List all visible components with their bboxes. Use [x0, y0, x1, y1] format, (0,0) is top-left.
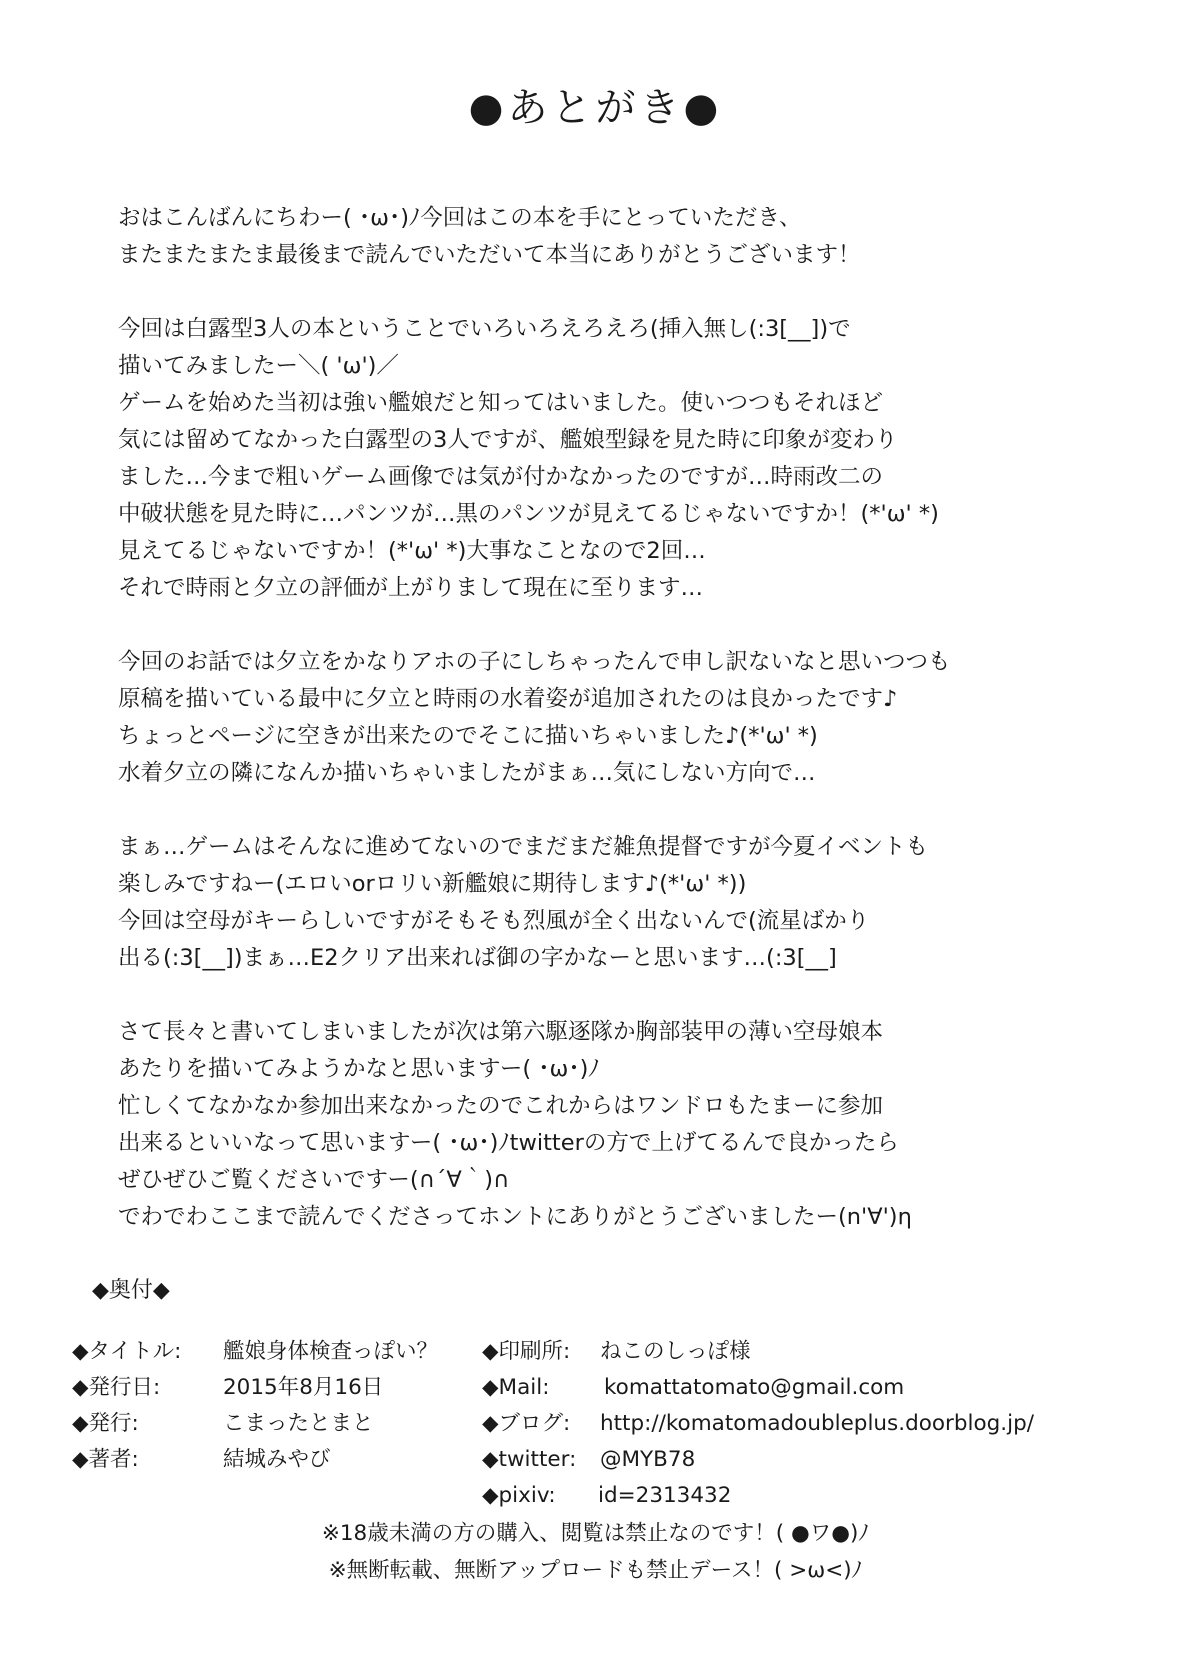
colophon-label: ◆発行:: [72, 1411, 139, 1436]
colophon-label: ◆タイトル:: [72, 1339, 182, 1364]
twitter-handle: @MYB78: [600, 1447, 696, 1472]
colophon-label: ◆Mail:: [482, 1375, 550, 1400]
text-line: 楽しみですねー(エロいorロリい新艦娘に期待します♪(*'ω' *)): [118, 871, 747, 897]
colophon-row-blog: [482, 1406, 1122, 1442]
text-line: 気には留めてなかった白露型の3人ですが、艦娘型録を見た時に印象が変わり: [118, 427, 898, 453]
text-line: 出る(:3[__])まぁ…E2クリア出来れば御の字かなーと思います…(:3[__]: [118, 945, 837, 971]
email-link: komattatomato@gmail.com: [604, 1375, 905, 1400]
paragraph-gap: [118, 792, 1118, 829]
text-line: さて長々と書いてしまいましたが次は第六駆逐隊か胸部装甲の薄い空母娘本: [118, 1019, 884, 1045]
text-line: 今回は白露型3人の本ということでいろいろえろえろ(挿入無し(:3[__])で: [118, 316, 851, 342]
page-title: ●あとがき●: [468, 85, 723, 131]
colophon-value: 結城みやび: [223, 1447, 331, 1472]
colophon-heading: ◆奥付◆: [92, 1278, 170, 1303]
text-line: ました…今まで粗いゲーム画像では気が付かなかったのですが…時雨改二の: [118, 464, 884, 490]
colophon-label: ◆印刷所:: [482, 1339, 571, 1364]
colophon-row-date: [72, 1370, 472, 1406]
colophon-value: 2015年8月16日: [223, 1375, 384, 1400]
text-line: まぁ…ゲームはそんなに進めてないのでまだまだ雑魚提督ですが今夏イベントも: [118, 834, 929, 860]
paragraph: [118, 311, 1118, 607]
blog-url: http://komatomadoubleplus.doorblog.jp/: [600, 1411, 1034, 1436]
paragraph-gap: [118, 977, 1118, 1014]
pixiv-id: id=2313432: [598, 1483, 732, 1508]
text-line: でわでわここまで読んでくださってホントにありがとうございましたー(n'∀')η: [118, 1204, 912, 1230]
text-line: ちょっとページに空きが出来たのでそこに描いちゃいました♪(*'ω' *): [118, 723, 818, 749]
text-line: あたりを描いてみようかなと思いますー( ･ω･)ﾉ: [118, 1056, 600, 1082]
text-line: 中破状態を見た時に…パンツが…黒のパンツが見えてるじゃないですか！(*'ω' *): [118, 501, 939, 527]
colophon-row-title: [72, 1334, 472, 1370]
text-line: 見えてるじゃないですか！(*'ω' *)大事なことなので2回…: [118, 538, 706, 564]
text-line: おはこんばんにちわー( ･ω･)ﾉ今回はこの本を手にとっていただき、: [118, 205, 802, 231]
colophon-row-pixiv: [482, 1478, 1122, 1514]
paragraph-gap: [118, 607, 1118, 644]
legal-notes: [0, 1515, 1191, 1589]
colophon-label: ◆発行日:: [72, 1375, 161, 1400]
colophon-row-mail: [482, 1370, 1122, 1406]
colophon-label: ◆twitter:: [482, 1447, 577, 1472]
text-line: 描いてみましたー＼( 'ω')／: [118, 353, 399, 379]
text-line: またまたまたま最後まで読んでいただいて本当にありがとうございます！: [118, 242, 861, 268]
colophon-value: こまったとまと: [223, 1411, 374, 1436]
colophon-row-printer: [482, 1334, 1122, 1370]
text-line: 今回のお話では夕立をかなりアホの子にしちゃったんで申し訳ないなと思いつつも: [118, 649, 951, 675]
text-line: 出来るといいなって思いますー( ･ω･)ﾉtwitterの方で上げてるんで良かったら: [118, 1130, 899, 1156]
colophon-row-publisher: [72, 1406, 472, 1442]
text-line: 水着夕立の隣になんか描いちゃいましたがまぁ…気にしない方向で…: [118, 760, 816, 786]
age-restriction-note: ※18歳未満の方の購入、閲覧は禁止なのです！( ●ワ●)ﾉ: [321, 1521, 870, 1546]
text-line: 今回は空母がキーらしいですがそもそも烈風が全く出ないんで(流星ばかり: [118, 908, 870, 934]
colophon-row-twitter: [482, 1442, 1122, 1478]
colophon-left-column: [72, 1334, 472, 1478]
paragraph: [118, 644, 1118, 792]
text-line: 原稿を描いている最中に夕立と時雨の水着姿が追加されたのは良かったです♪: [118, 686, 898, 712]
colophon-label: ◆著者:: [72, 1447, 139, 1472]
text-line: 忙しくてなかなか参加出来なかったのでこれからはワンドロもたまーに参加: [118, 1093, 884, 1119]
no-reupload-note: ※無断転載、無断アップロードも禁止デース！( >ω<)ﾉ: [328, 1558, 863, 1583]
colophon-label: ◆pixiv:: [482, 1483, 556, 1508]
text-line: ゲームを始めた当初は強い艦娘だと知ってはいました。使いつつもそれほど: [118, 390, 884, 416]
paragraph: [118, 829, 1118, 977]
text-line: それで時雨と夕立の評価が上がりまして現在に至ります…: [118, 575, 704, 601]
text-line: ぜひぜひご覧くださいですー(∩´∀｀)∩: [118, 1167, 510, 1193]
paragraph: [118, 1014, 1118, 1236]
colophon-right-column: [482, 1334, 1122, 1514]
afterword-body: [118, 200, 1118, 1236]
paragraph-gap: [118, 274, 1118, 311]
colophon-value: 艦娘身体検査っぽい？: [223, 1339, 439, 1364]
colophon-row-author: [72, 1442, 472, 1478]
colophon-value: ねこのしっぽ様: [600, 1339, 751, 1364]
paragraph: [118, 200, 1118, 274]
colophon-label: ◆ブログ:: [482, 1411, 571, 1436]
